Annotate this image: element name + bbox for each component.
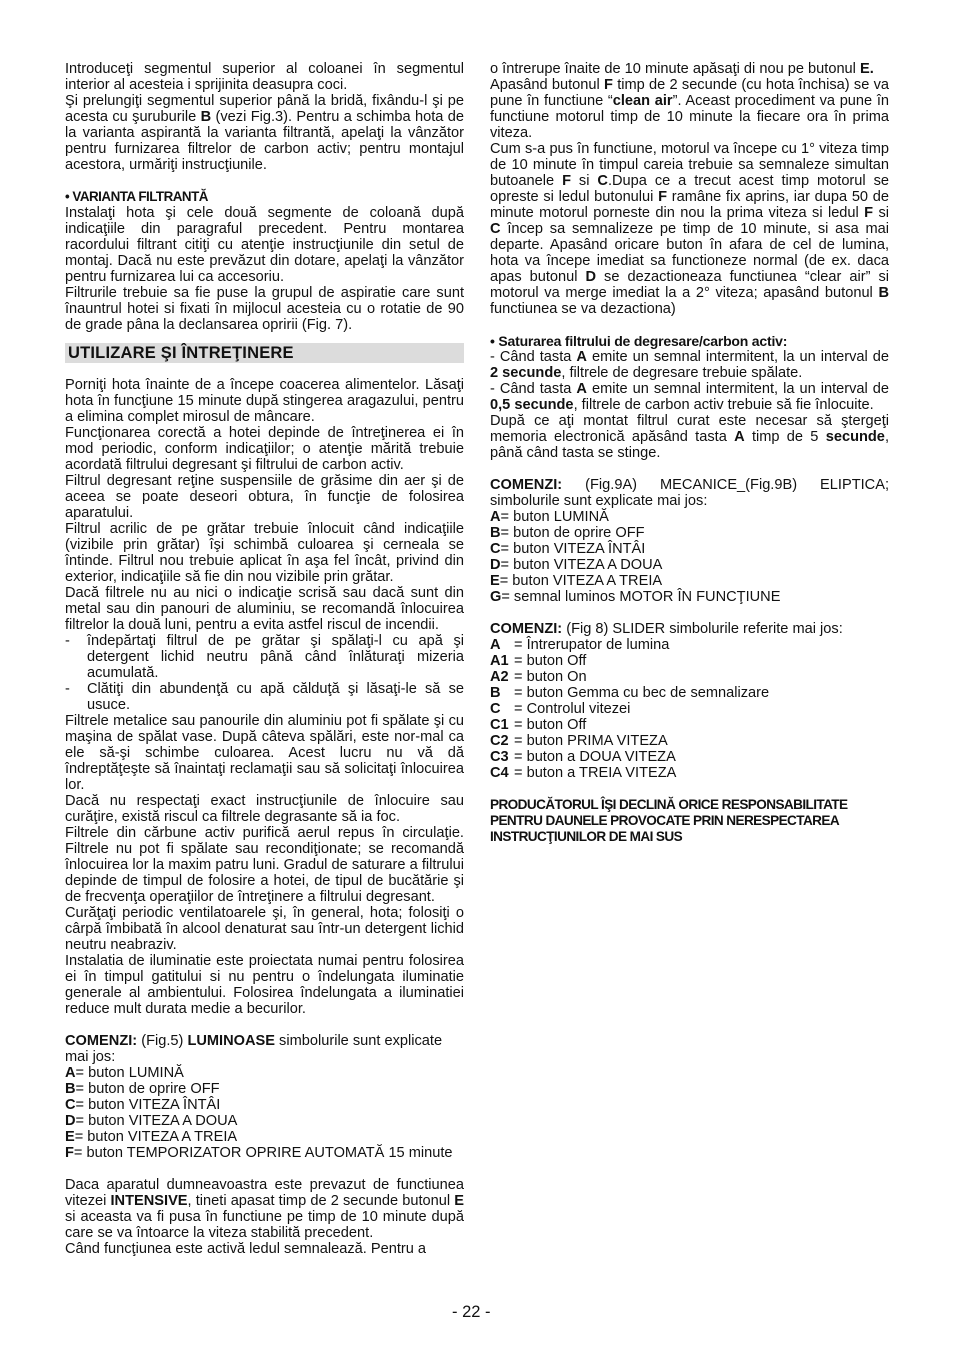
legend-value: = semnal luminos MOTOR ÎN FUNCŢIUNE bbox=[501, 589, 781, 605]
use-paragraph: Dacă nu respectaţi exact instrucţiunile de înlocuire sau curăţire, există riscul ca filtrele degrasante să ia foc. bbox=[65, 793, 464, 825]
commands-intro-3 bbox=[490, 621, 889, 637]
legend-value: = buton a TREIA VITEZA bbox=[514, 765, 677, 781]
legend-item bbox=[490, 637, 889, 653]
intensive-paragraph-2: Când funcţiunea este activă ledul semnalează. Pentru a bbox=[65, 1241, 427, 1257]
legend-key: D bbox=[65, 1113, 76, 1129]
left-column bbox=[65, 61, 464, 1257]
commands-intro-2 bbox=[490, 477, 889, 509]
legend-item bbox=[65, 1097, 464, 1113]
bold-ref: A bbox=[576, 381, 587, 397]
bold-text: clean air bbox=[612, 93, 673, 109]
legend-value: = buton PRIMA VITEZA bbox=[514, 733, 668, 749]
legend-item bbox=[65, 1145, 464, 1161]
legend-value: = buton VITEZA A TREIA bbox=[74, 1129, 238, 1145]
page-number: - 22 - bbox=[452, 1303, 491, 1321]
legend-value: = buton a DOUA VITEZA bbox=[514, 749, 676, 765]
bold-text: secunde bbox=[825, 429, 885, 445]
bold-text: INTENSIVE bbox=[110, 1193, 188, 1209]
saturation-line bbox=[490, 413, 889, 461]
legend-item bbox=[490, 589, 889, 605]
legend-key: B bbox=[490, 685, 501, 701]
bold-ref: C bbox=[490, 221, 501, 237]
section-title: UTILIZARE ŞI ÎNTREŢINERE bbox=[65, 343, 464, 363]
legend-key: A bbox=[65, 1065, 76, 1081]
legend-item bbox=[65, 1081, 464, 1097]
legend-item bbox=[490, 685, 889, 701]
saturation-line bbox=[490, 381, 889, 413]
legend-item bbox=[65, 1065, 464, 1081]
use-paragraph: Porniţi hota înainte de a începe coacerea alimentelor. Lăsaţi hota în funcţiune 15 minute după stingerea aragazului, pentru a elimina complet mirosul de mâncare. bbox=[65, 377, 464, 425]
legend-value: = buton LUMINĂ bbox=[75, 1065, 184, 1081]
legend-value: = Întrerupator de lumina bbox=[514, 637, 670, 653]
legend-item bbox=[490, 541, 889, 557]
use-paragraph: Filtrul acrilic de pe grătar trebuie înlocuit când indicaţiile (vizibile prin grătar) îşi schimbă culoarea şi cerneala se întinde. Filtrul nou trebuie aplicat în aşa fel încât, privind din exterior, indicaţiile să fie din nou vizibile prin grătar. bbox=[65, 521, 464, 585]
legend-item bbox=[65, 1113, 464, 1129]
text: ”. Aceast procediment va pune în functiune motorul timp de 10 minute la fiecare ora în prima viteza. bbox=[490, 93, 889, 141]
legend-item bbox=[490, 557, 889, 573]
text: si aceasta va fi pusa în functiune pe timp de 10 minute după care se va întoarce la viteza stabilită precedent. bbox=[65, 1209, 464, 1241]
commands-legend-3 bbox=[490, 637, 889, 781]
clean-air-paragraph bbox=[490, 77, 889, 141]
commands-legend-2 bbox=[490, 509, 889, 605]
bold-ref: F bbox=[864, 205, 874, 221]
use-paragraph: Instalatia de iluminatie este proiectata numai pentru folosirea ei în timpul gatitului si nu pentru o îndelungata iluminatie generale al ambientului. Folosirea îndelungata a iluminatiei reduce mult durata medie a becurilor. bbox=[65, 953, 464, 1017]
commands-label: COMENZI: bbox=[65, 1033, 138, 1049]
legend-item bbox=[490, 733, 889, 749]
text: - Când tasta bbox=[490, 349, 577, 365]
legend-value: = buton VITEZA ÎNTÂI bbox=[75, 1097, 221, 1113]
legend-key: C bbox=[490, 701, 501, 717]
bold-ref: E. bbox=[859, 61, 874, 77]
legend-key: G bbox=[490, 589, 502, 605]
saturation-line bbox=[490, 349, 889, 381]
legend-value: = buton VITEZA A DOUA bbox=[75, 1113, 238, 1129]
legend-key: C1 bbox=[490, 717, 509, 733]
commands-label: COMENZI: bbox=[490, 621, 563, 637]
legend-key: A1 bbox=[490, 653, 509, 669]
legend-value: = buton VITEZA ÎNTÂI bbox=[500, 541, 646, 557]
text: timp de 5 bbox=[744, 429, 826, 445]
text: Apasând butonul bbox=[490, 77, 605, 93]
legend-key: A bbox=[490, 509, 501, 525]
filter-variant-heading: • VARIANTA FILTRANTĂ bbox=[65, 189, 208, 204]
legend-item bbox=[490, 669, 889, 685]
text: emite un semnal intermitent, la un interval de bbox=[586, 349, 889, 365]
text: simbolurile sunt explicate mai jos: bbox=[65, 1033, 443, 1065]
commands-legend bbox=[65, 1065, 464, 1161]
text: (Fig.5) bbox=[137, 1033, 188, 1049]
clean-air-paragraph-2: Cum s-a pus în functiune, motorul va începe cu 1° viteza timp de 10 minute în timpul careia trebuie sa semnaleze simultan butoanele F si C.Dupa ce a trecut acest timp motorul se opreste si ledul butonului F ramâne fix aprins, iar dupa 50 de minute motorul porneste din nou la prima viteza si ledul F si C încep sa semnalizeze pe timp de 10 minute, si asa mai departe. Apasând oricare buton în afara de cel de lumina, hota va începe imediat sa functioneze normal (de ex. daca apas butonul D se dezactioneaza functiunea “clear air” si motorul va merge imediat la a 2° viteza; apasând butonul B functiunea se va dezactiona) bbox=[490, 141, 890, 317]
text: (Fig.9A) MECANICE_(Fig.9B) ELIPTICA; simbolurile sunt explicate mai jos: bbox=[490, 477, 889, 509]
continued-paragraph bbox=[490, 61, 889, 77]
legend-item bbox=[490, 765, 889, 781]
intro-paragraph: Introduceţi segmentul superior al coloanei în segmentul interior al acesteia i sprijinita deasupra coci. bbox=[65, 61, 464, 93]
legend-key: C2 bbox=[490, 733, 509, 749]
dash-item bbox=[65, 633, 464, 681]
legend-key: D bbox=[490, 557, 501, 573]
legend-value: = buton Off bbox=[514, 653, 587, 669]
dash-text: Clătiţi din abundenţă cu apă călduţă şi lăsaţi-le să se usuce. bbox=[87, 681, 464, 713]
text: Daca aparatul dumneavoastra este prevazut de functiunea vitezei bbox=[65, 1177, 464, 1209]
text: o întrerupe înaite de 10 minute apăsaţi di nou pe butonul bbox=[490, 61, 860, 77]
legend-item bbox=[490, 653, 889, 669]
commands-label: COMENZI: bbox=[490, 477, 563, 493]
intensive-paragraph bbox=[65, 1177, 464, 1241]
text: După ce aţi montat filtrul curat este necesar să ştergeţi memoria electronică apăsând tasta bbox=[490, 413, 889, 445]
bold-ref: E bbox=[454, 1193, 465, 1209]
use-paragraph: Curăţaţi periodic ventilatoarele şi, în general, hota; folosiţi o cârpă îmbibată în alcool denaturat sau într-un detergent lichid neutru neabraziv. bbox=[65, 905, 464, 953]
text: - Când tasta bbox=[490, 381, 577, 397]
dash-item bbox=[65, 681, 464, 713]
text: (vezi Fig.3). Pentru a schimba hota de la varianta aspirantă la varianta filtrantă, apelaţi la vânzător pentru furnizarea filtrelor de carbon activ; pentru montajul acestora, urmăriţi instrucţiunile. bbox=[65, 109, 464, 173]
dash-text: îndepărtaţi filtrul de pe grătar şi spălaţi-l cu apă şi detergent lichid neutru până când înlăturaţi mizeria acumulată. bbox=[87, 633, 464, 681]
legend-key: C bbox=[490, 541, 501, 557]
text: Şi prelungiţi segmentul superior până la bridă, fixându-l şi pe acesta cu şuruburile bbox=[65, 93, 464, 125]
bold-ref: F bbox=[658, 189, 668, 205]
legend-value: = Controlul vitezei bbox=[514, 701, 631, 717]
use-paragraph: Filtrele din cărbune activ purifică aerul repus în circulaţie. Filtrele nu pot fi spălate sau recondiţionate; se recomandă înlocuirea lor la maxim patru luni. Gradul de saturare a filtrului depinde de timpul de folosire a hotei, de tipul de bucătărie şi de frecvenţa operaţiilor de întreţinere a filtrului degresant. bbox=[65, 825, 464, 905]
filter-paragraph-2: Filtrurile trebuie sa fie puse la grupul de aspiratie care sunt înauntrul hotei si fixati în mijlocul acesteia cu o rotatie de 90 de grade pâna la declansarea opririi (Fig. 7). bbox=[65, 285, 464, 333]
text: , filtrele de degresare trebuie spălate. bbox=[561, 365, 803, 381]
bold-text: 2 secunde bbox=[490, 365, 562, 381]
text: timp de 2 secunde (cu hota închisa) se va pune în functiune “ bbox=[490, 77, 889, 109]
legend-value: = buton de oprire OFF bbox=[75, 1081, 220, 1097]
use-paragraph: Filtrul degresant reţine suspensiile de grăsime din aer şi de aceea se poate deseori obtura, în funcţie de folosirea aparatului. bbox=[65, 473, 464, 521]
legend-key: A bbox=[490, 637, 501, 653]
legend-key: E bbox=[490, 573, 500, 589]
legend-value: = buton LUMINĂ bbox=[500, 509, 609, 525]
legend-value: = buton de oprire OFF bbox=[500, 525, 645, 541]
legend-item bbox=[490, 573, 889, 589]
bold-ref: C bbox=[597, 173, 608, 189]
legend-item bbox=[490, 717, 889, 733]
use-paragraph: Dacă filtrele nu au nici o indicaţie scrisă sau dacă sunt din metal sau din panouri de aluminiu, se recomandă înlocuirea filtrelor la două luni, pentru a evita astfel riscul de incendii. bbox=[65, 585, 464, 633]
legend-value: = buton TEMPORIZATOR OPRIRE AUTOMATĂ 15 minute bbox=[73, 1145, 453, 1161]
text: (Fig 8) SLIDER simbolurile referite mai jos: bbox=[562, 621, 843, 637]
commands-intro bbox=[65, 1033, 464, 1065]
bold-ref: B bbox=[200, 109, 212, 125]
legend-key: C3 bbox=[490, 749, 509, 765]
dash-mark: - bbox=[65, 633, 70, 649]
bold-ref: B bbox=[878, 285, 889, 301]
disclaimer: PRODUCĂTORUL ÎŞI DECLINĂ ORICE RESPONSABILITATE PENTRU DAUNELE PROVOCATE PRIN NERESPECTAREA INSTRUCŢIUNILOR DE MAI SUS bbox=[490, 797, 848, 844]
legend-key: A2 bbox=[490, 669, 509, 685]
filter-paragraph-1: Instalaţi hota şi cele două segmente de coloană după indicaţiile din paragraful precedent. Pentru montarea racordului filtrant citiţi cu atenţie instrucţiunile din setul de montaj. Dacă nu este prevăzut din dotare, apelaţi la vânzător pentru furnizarea lui ca accesoriu. bbox=[65, 205, 464, 285]
legend-key: C bbox=[65, 1097, 76, 1113]
legend-key: F bbox=[65, 1145, 74, 1161]
saturation-heading: • Saturarea filtrului de degresare/carbon activ: bbox=[490, 333, 788, 349]
dash-mark: - bbox=[65, 681, 70, 697]
bold-text: 0,5 secunde bbox=[490, 397, 574, 413]
legend-item bbox=[490, 749, 889, 765]
legend-value: = buton On bbox=[514, 669, 587, 685]
text: , tineti apasat timp de 2 secunde butonul bbox=[187, 1193, 455, 1209]
legend-value: = buton Off bbox=[514, 717, 587, 733]
legend-key: E bbox=[65, 1129, 75, 1145]
use-paragraph: Funcţionarea corectă a hotei depinde de întreţinerea ei în mod periodic, conform indicaţiilor; o atenţie mărită trebuie acordată filtrului degresant şi filtrului de carbon activ. bbox=[65, 425, 464, 473]
legend-item bbox=[65, 1129, 464, 1145]
legend-value: = buton VITEZA A TREIA bbox=[499, 573, 663, 589]
bold-ref: F bbox=[562, 173, 571, 189]
legend-item bbox=[490, 525, 889, 541]
bold-ref: A bbox=[576, 349, 587, 365]
bold-ref: A bbox=[734, 429, 745, 445]
legend-key: B bbox=[65, 1081, 76, 1097]
legend-key: C4 bbox=[490, 765, 509, 781]
legend-value: = buton Gemma cu bec de semnalizare bbox=[514, 685, 770, 701]
text: emite un semnal intermitent, la un interval de bbox=[586, 381, 889, 397]
bold-ref: D bbox=[585, 269, 597, 285]
use-paragraph: Filtrele metalice sau panourile din aluminiu pot fi spălate şi cu maşina de spălat vase. După câteva spălări, este nor-mal ca ele să-şi schimbe culoarea. Acest lucru nu vă dă îndreptăţeşte să înaintaţi reclamaţii sau să solicitaţi înlocuirea lor. bbox=[65, 713, 464, 793]
legend-item bbox=[490, 701, 889, 717]
legend-item bbox=[490, 509, 889, 525]
right-column bbox=[490, 61, 889, 845]
bold-text: LUMINOASE bbox=[187, 1033, 275, 1049]
intro-paragraph-2 bbox=[65, 93, 464, 173]
bold-ref: F bbox=[604, 77, 613, 93]
text: , până când tasta se stinge. bbox=[490, 429, 889, 461]
legend-value: = buton VITEZA A DOUA bbox=[500, 557, 663, 573]
text: , filtrele de carbon activ trebuie să fie înlocuite. bbox=[573, 397, 874, 413]
legend-key: B bbox=[490, 525, 501, 541]
